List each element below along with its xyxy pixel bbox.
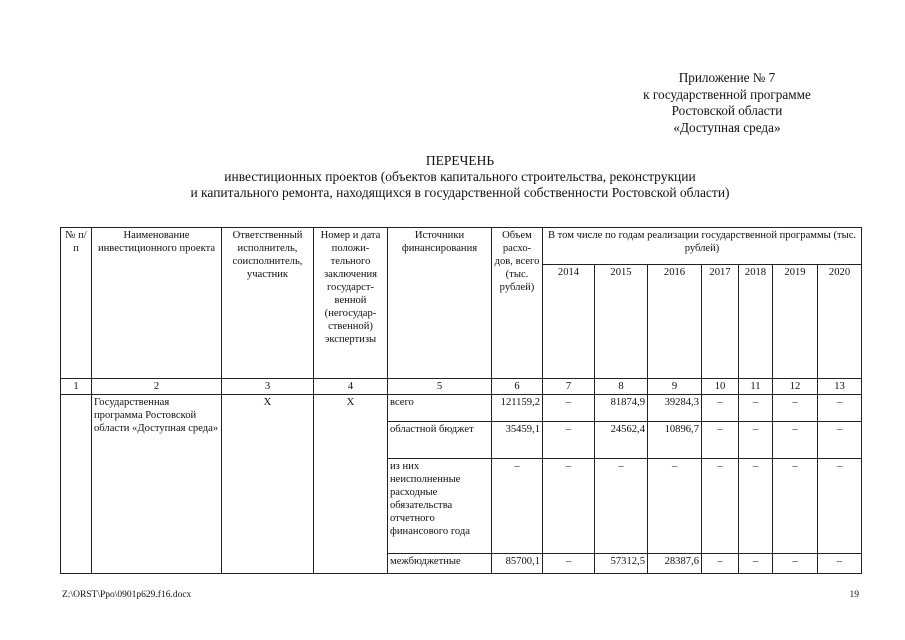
title-line: инвестиционных проектов (объектов капитального строительства, реконструкции xyxy=(224,169,696,184)
header-num: № п/п xyxy=(61,228,92,379)
year-cell: – xyxy=(543,554,595,574)
source-cell: областной бюджет xyxy=(388,422,492,459)
appendix-line: Ростовской области xyxy=(671,103,783,118)
year-cell: – xyxy=(648,459,702,554)
year-cell: 24562,4 xyxy=(595,422,648,459)
year-cell: – xyxy=(702,395,739,422)
title-line: ПЕРЕЧЕНЬ xyxy=(425,153,495,168)
year-cell: – xyxy=(543,422,595,459)
volume-cell: – xyxy=(492,459,543,554)
year-cell: 28387,6 xyxy=(648,554,702,574)
project-num xyxy=(61,395,92,574)
column-number: 5 xyxy=(388,379,492,395)
header-expertise: Номер и дата положи-тельного заключения государст-венной (негосудар-ственной) экспертизы xyxy=(314,228,388,379)
header-year: 2014 xyxy=(543,265,595,379)
column-number: 12 xyxy=(773,379,818,395)
year-cell: – xyxy=(543,459,595,554)
appendix-line: «Доступная среда» xyxy=(673,119,781,135)
year-cell: – xyxy=(818,459,862,554)
project-expertise: Х xyxy=(314,395,388,574)
year-cell: – xyxy=(818,395,862,422)
header-name: Наименование инвестиционного проекта xyxy=(92,228,222,379)
footer-file-path: Z:\ORST\Ppo\0901p629.f16.docx xyxy=(62,590,192,600)
year-cell: – xyxy=(773,422,818,459)
year-cell: – xyxy=(739,422,773,459)
year-cell: – xyxy=(773,459,818,554)
column-number: 11 xyxy=(739,379,773,395)
column-number: 3 xyxy=(222,379,314,395)
table-row xyxy=(61,395,862,422)
year-cell: – xyxy=(702,459,739,554)
year-cell: – xyxy=(739,395,773,422)
header-year: 2017 xyxy=(702,265,739,379)
project-executor: Х xyxy=(222,395,314,574)
investment-table xyxy=(60,227,862,574)
year-cell: – xyxy=(773,395,818,422)
column-number: 13 xyxy=(818,379,862,395)
column-number: 1 xyxy=(61,379,92,395)
header-year: 2018 xyxy=(739,265,773,379)
column-number: 10 xyxy=(702,379,739,395)
column-number: 9 xyxy=(648,379,702,395)
header-executor: Ответственный исполнитель, соисполнитель, участник xyxy=(222,228,314,379)
volume-cell: 121159,2 xyxy=(492,395,543,422)
year-cell: – xyxy=(818,422,862,459)
appendix-line: Приложение № 7 xyxy=(678,70,776,85)
year-cell: – xyxy=(739,459,773,554)
appendix-line: к государственной программе xyxy=(643,86,811,102)
column-number: 4 xyxy=(314,379,388,395)
year-cell: – xyxy=(818,554,862,574)
column-number: 2 xyxy=(92,379,222,395)
year-cell: 81874,9 xyxy=(595,395,648,422)
header-year: 2020 xyxy=(818,265,862,379)
header-years-group: В том числе по годам реализации государственной программы (тыс. рублей) xyxy=(543,228,862,265)
title-line: и капитального ремонта, находящихся в государственной собственности Ростовской области) xyxy=(190,185,730,200)
header-year: 2016 xyxy=(648,265,702,379)
column-number: 8 xyxy=(595,379,648,395)
header-year: 2019 xyxy=(773,265,818,379)
year-cell: – xyxy=(773,554,818,574)
year-cell: – xyxy=(702,554,739,574)
header-source: Источники финансирования xyxy=(388,228,492,379)
appendix-block xyxy=(607,70,847,136)
year-cell: – xyxy=(739,554,773,574)
source-cell: всего xyxy=(388,395,492,422)
year-cell: – xyxy=(595,459,648,554)
year-cell: 10896,7 xyxy=(648,422,702,459)
project-name: Государственная программа Ростовской области «Доступная среда» xyxy=(92,395,222,574)
year-cell: 57312,5 xyxy=(595,554,648,574)
year-cell: – xyxy=(543,395,595,422)
year-cell: – xyxy=(702,422,739,459)
year-cell: 39284,3 xyxy=(648,395,702,422)
volume-cell: 35459,1 xyxy=(492,422,543,459)
volume-cell: 85700,1 xyxy=(492,554,543,574)
source-cell: из них неисполненные расходные обязательства отчетного финансового года xyxy=(388,459,492,554)
page-number: 19 xyxy=(849,590,859,600)
source-cell: межбюджетные xyxy=(388,554,492,574)
column-number: 6 xyxy=(492,379,543,395)
document-title xyxy=(60,153,860,201)
column-numbers-row xyxy=(61,379,862,395)
header-year: 2015 xyxy=(595,265,648,379)
column-number: 7 xyxy=(543,379,595,395)
header-volume: Объем расхо-дов, всего (тыс. рублей) xyxy=(492,228,543,379)
